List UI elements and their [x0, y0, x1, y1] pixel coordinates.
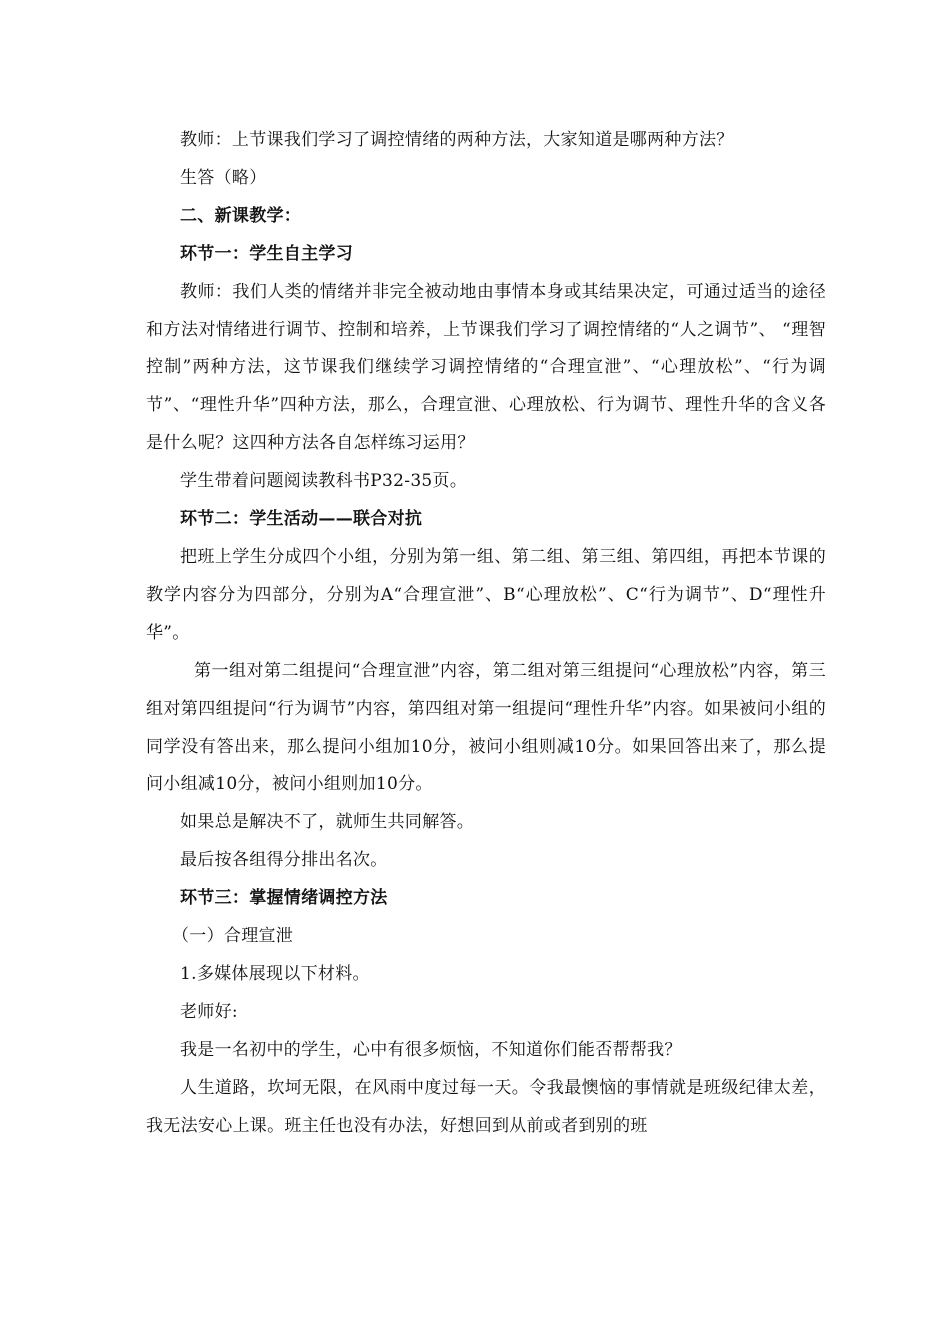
- paragraph-student-answer: 生答（略）: [180, 167, 267, 188]
- heading-section-one: 环节一：学生自主学习: [180, 243, 353, 264]
- paragraph-letter-greeting: 老师好:: [180, 1001, 238, 1022]
- paragraph-teacher-intro: 教师：我们人类的情绪并非完全被动地由事情本身或其结果决定，可通过适当的途径和方法对情绪进行调节、控制和培养，上节课我们学习了调控情绪的“人之调节”、 “理智控制”两种方法，这节课我们继续学习调控情绪的“合理宣泄”、“心理放松”、“行为调节”、“理性升华”四种方法，那么，合理宣泄、心理放松、行为调节、理性升华的含义各是什么呢？这四种方法各自怎样练习运用？: [146, 281, 826, 454]
- heading-new-lesson: 二、新课教学：: [180, 205, 302, 226]
- paragraph-teacher-question: 教师：上节课我们学习了调控情绪的两种方法，大家知道是哪两种方法？: [180, 130, 734, 150]
- subheading-reasonable-venting: （一）合理宣泄: [172, 926, 294, 947]
- heading-section-three: 环节三：掌握情绪调控方法: [180, 888, 388, 909]
- heading-section-two: 环节二：学生活动——联合对抗: [180, 509, 423, 530]
- paragraph-multimedia: 1.多媒体展现以下材料。: [180, 963, 370, 984]
- paragraph-ranking: 最后按各组得分排出名次。: [180, 850, 388, 871]
- document-body: [146, 122, 826, 1145]
- paragraph-reading-task: 学生带着问题阅读教科书P32-35页。: [180, 471, 468, 492]
- paragraph-group-setup: 把班上学生分成四个小组，分别为第一组、第二组、第三组、第四组，再把本节课的教学内容分为四部分，分别为A“合理宣泄”、B“心理放松”、C“行为调节”、D“理性升华”。: [146, 546, 826, 643]
- paragraph-joint-solve: 如果总是解决不了，就师生共同解答。: [180, 812, 475, 833]
- paragraph-letter-intro: 我是一名初中的学生，心中有很多烦恼，不知道你们能否帮帮我？: [180, 1039, 682, 1060]
- paragraph-letter-body: 人生道路，坎坷无限，在风雨中度过每一天。令我最懊恼的事情就是班级纪律太差，我无法安心上课。班主任也没有办法，好想回到从前或者到别的班: [146, 1077, 826, 1136]
- paragraph-group-rules: 第一组对第二组提问“合理宣泄”内容，第二组对第三组提问“心理放松”内容，第三组对第四组提问“行为调节”内容，第四组对第一组提问“理性升华”内容。如果被问小组的同学没有答出来，那么提问小组加10分，被问小组则减10分。如果回答出来了，那么提问小组减10分，被问小组则加10分。: [146, 660, 826, 795]
